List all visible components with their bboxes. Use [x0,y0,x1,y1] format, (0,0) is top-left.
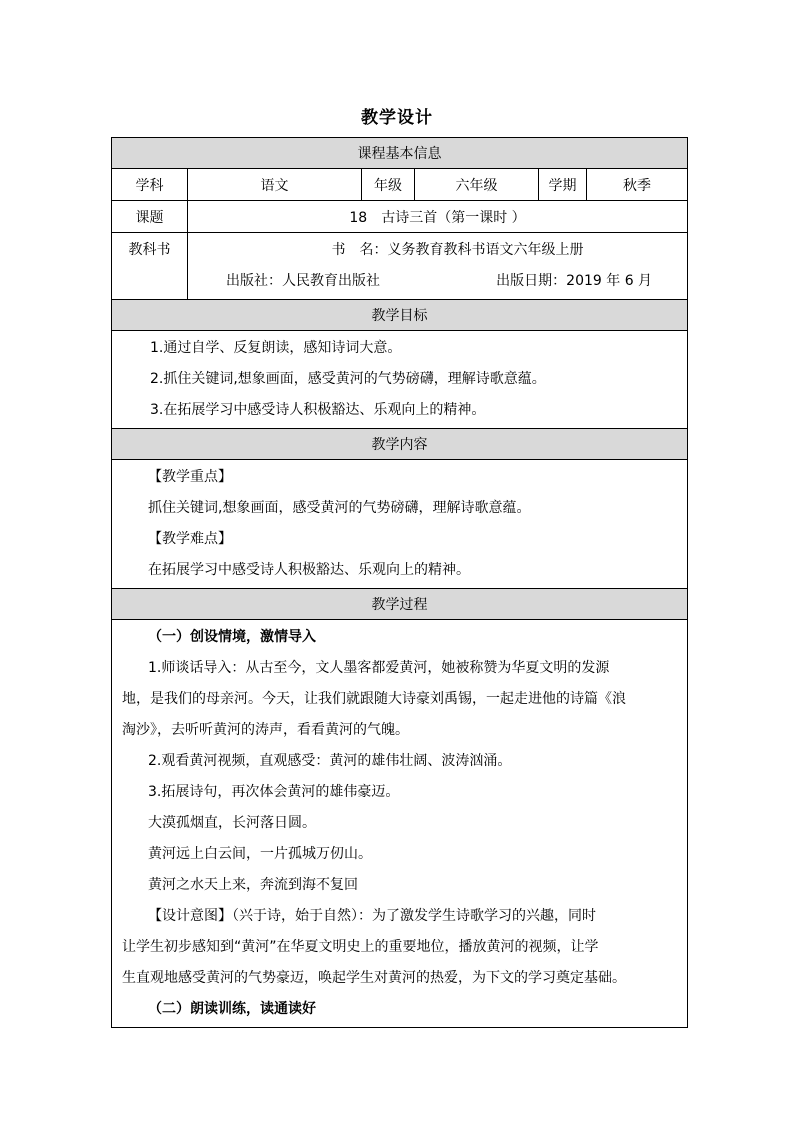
poem-line: 大漠孤烟直，长河落日圆。 [148,815,316,831]
section-process: 教学过程 [112,589,688,620]
part2-heading: （二）朗读训练，读通读好 [148,1001,316,1017]
document-title: 教学设计 [361,108,433,128]
topic-label: 课题 [112,201,188,233]
goal-item: 1.通过自学、反复朗读，感知诗词大意。 [150,340,402,356]
section-content: 教学内容 [112,429,688,460]
process-block [112,620,688,1028]
key-point-text: 抓住关键词,想象画面，感受黄河的气势磅礴，理解诗歌意蕴。 [148,500,531,516]
content-block [112,460,688,589]
goal-item: 2.抓住关键词,想象画面，感受黄河的气势磅礴，理解诗歌意蕴。 [150,371,546,387]
publisher: 出版社：人民教育出版社 [226,273,380,289]
term-label: 学期 [539,169,587,201]
process-item-1-line: 淘沙》，去听听黄河的涛声，看看黄河的气魄。 [122,722,409,738]
subject-label: 学科 [112,169,188,201]
book-name: 书 名：义务教育教科书语文六年级上册 [331,242,584,258]
grade-value: 六年级 [415,169,539,201]
goal-item: 3.在拓展学习中感受诗人积极豁达、乐观向上的精神。 [150,402,486,418]
process-item-2: 2.观看黄河视频，直观感受：黄河的雄伟壮阔、波涛汹涌。 [148,753,512,769]
topic-value: 18 古诗三首（第一课时 ） [188,201,688,233]
section-goals: 教学目标 [112,300,688,331]
textbook-info [188,233,688,300]
section-basic-info: 课程基本信息 [112,138,688,169]
part1-heading: （一）创设情境，激情导入 [148,629,316,645]
difficulty-heading: 【教学难点】 [148,531,232,547]
publisher-row [188,266,687,297]
subject-value: 语文 [188,169,362,201]
publish-date: 出版日期：2019 年 6 月 [496,273,653,289]
design-intent-line: 让学生初步感知到“黄河”在华夏文明史上的重要地位，播放黄河的视频，让学 [122,939,599,955]
goals-list [112,331,688,429]
textbook-label: 教科书 [112,233,188,300]
poem-line: 黄河远上白云间，一片孤城万仞山。 [148,846,372,862]
design-intent-line: 生直观地感受黄河的气势豪迈，唤起学生对黄河的热爱，为下文的学习奠定基础。 [122,970,626,986]
process-item-1-line: 地，是我们的母亲河。今天，让我们就跟随大诗豪刘禹锡，一起走进他的诗篇《浪 [122,691,626,707]
lesson-plan-table [111,137,688,1028]
difficulty-text: 在拓展学习中感受诗人积极豁达、乐观向上的精神。 [148,562,470,578]
key-point-heading: 【教学重点】 [148,469,232,485]
term-value: 秋季 [587,169,688,201]
design-intent-line: 【设计意图】（兴于诗，始于自然）：为了激发学生诗歌学习的兴趣，同时 [148,908,596,924]
poem-line: 黄河之水天上来，奔流到海不复回 [148,877,358,893]
grade-label: 年级 [362,169,415,201]
process-item-1-line: 1.师谈话导入：从古至今，文人墨客都爱黄河，她被称赞为华夏文明的发源 [148,660,610,676]
process-item-3: 3.拓展诗句，再次体会黄河的雄伟豪迈。 [148,784,400,800]
